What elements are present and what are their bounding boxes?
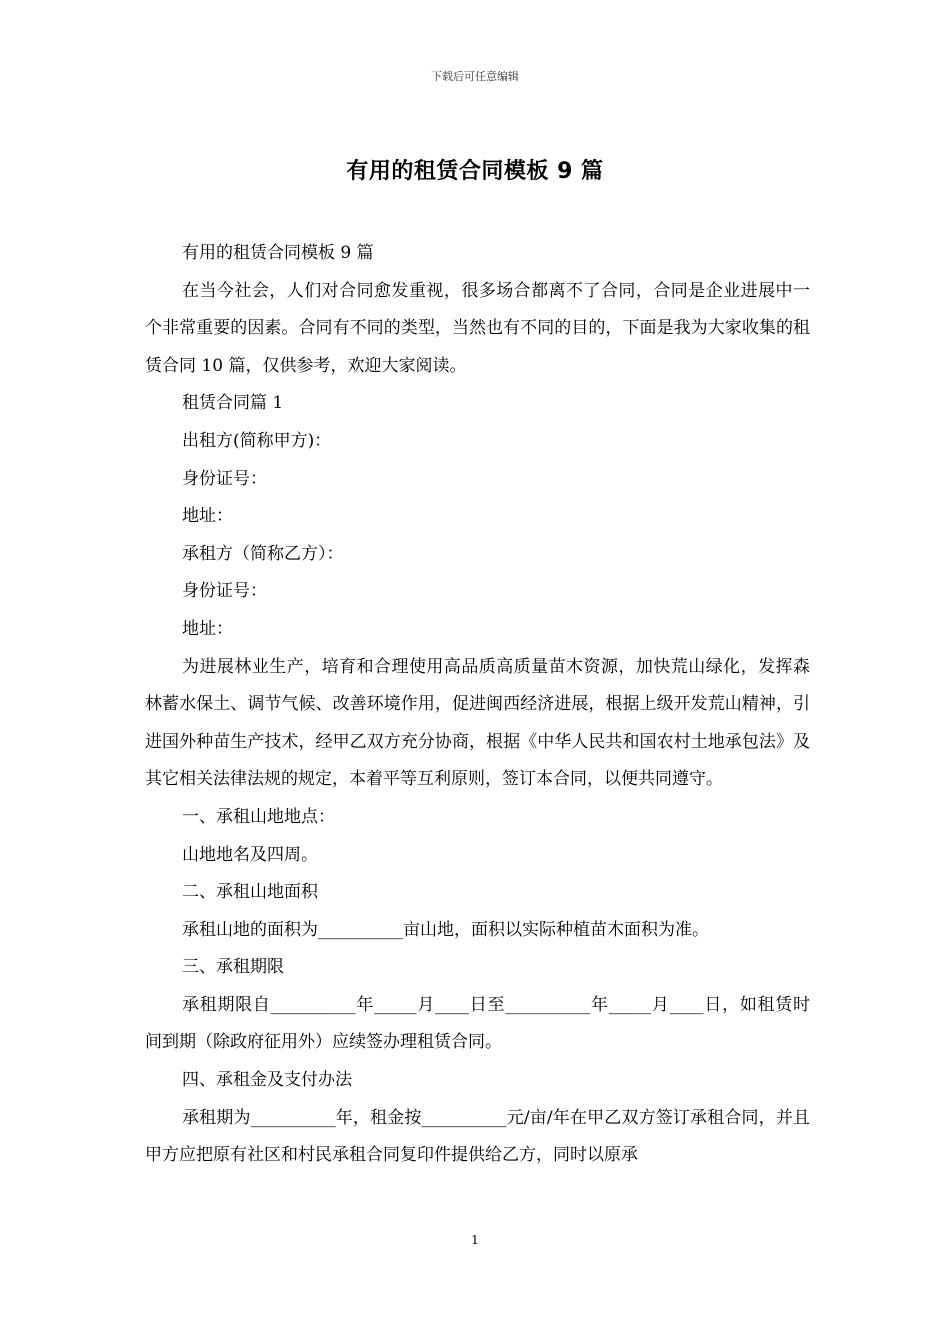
- document-body: [145, 235, 810, 1175]
- paragraph-purpose: 为进展林业生产，培育和合理使用高品质高质量苗木资源，加快荒山绿化，发挥森林蓄水保土、调节气候、改善环境作用，促进闽西经济进展，根据上级开发荒山精神，引进国外种苗生产技术，经甲乙双方充分协商，根据《中华人民共和国农村土地承包法》及其它相关法律法规的规定，本着平等互利原则，签订本合同，以便共同遵守。: [145, 656, 810, 790]
- page-number: 1: [471, 1233, 479, 1247]
- clause-text-location: 山地地名及四周。: [182, 844, 318, 865]
- paragraph-subtitle: 有用的租赁合同模板 9 篇: [182, 243, 374, 263]
- section-heading-contract-1: 租赁合同篇 1: [182, 393, 284, 414]
- clause-heading-location: 一、承租山地地点：: [182, 806, 335, 827]
- document-title: 有用的租赁合同模板 9 篇: [346, 159, 604, 184]
- clause-heading-term: 三、承租期限: [182, 957, 284, 978]
- clause-text-rent: 承租期为__________年，租金按__________元/亩/年在甲乙双方签订承租合同，并且甲方应把原有社区和村民承租合同复印件提供给乙方，同时以原承: [145, 1107, 810, 1166]
- paragraph-intro: 在当今社会，人们对合同愈发重视，很多场合都离不了合同，合同是企业进展中一个非常重要的因素。合同有不同的类型，当然也有不同的目的，下面是我为大家收集的租赁合同 10 篇，仅供参考，欢迎大家阅读。: [145, 280, 810, 376]
- field-lessee-address: 地址：: [182, 618, 233, 639]
- field-lessor-id: 身份证号：: [182, 468, 267, 489]
- clause-text-area: 承租山地的面积为__________亩山地，面积以实际种植苗木面积为准。: [182, 919, 709, 940]
- clause-text-term: 承租期限自__________年_____月____日至__________年_____月____日，如租赁时间到期（除政府征用外）应续签办理租赁合同。: [145, 994, 810, 1053]
- clause-heading-area: 二、承租山地面积: [182, 882, 318, 903]
- clause-heading-rent: 四、承租金及支付办法: [182, 1070, 352, 1091]
- header-note: 下载后可任意编辑: [431, 70, 519, 83]
- field-lessee: 承租方（简称乙方）：: [182, 543, 344, 564]
- field-lessee-id: 身份证号：: [182, 581, 267, 602]
- field-lessor: 出租方(简称甲方)：: [182, 430, 332, 451]
- field-lessor-address: 地址：: [182, 506, 233, 527]
